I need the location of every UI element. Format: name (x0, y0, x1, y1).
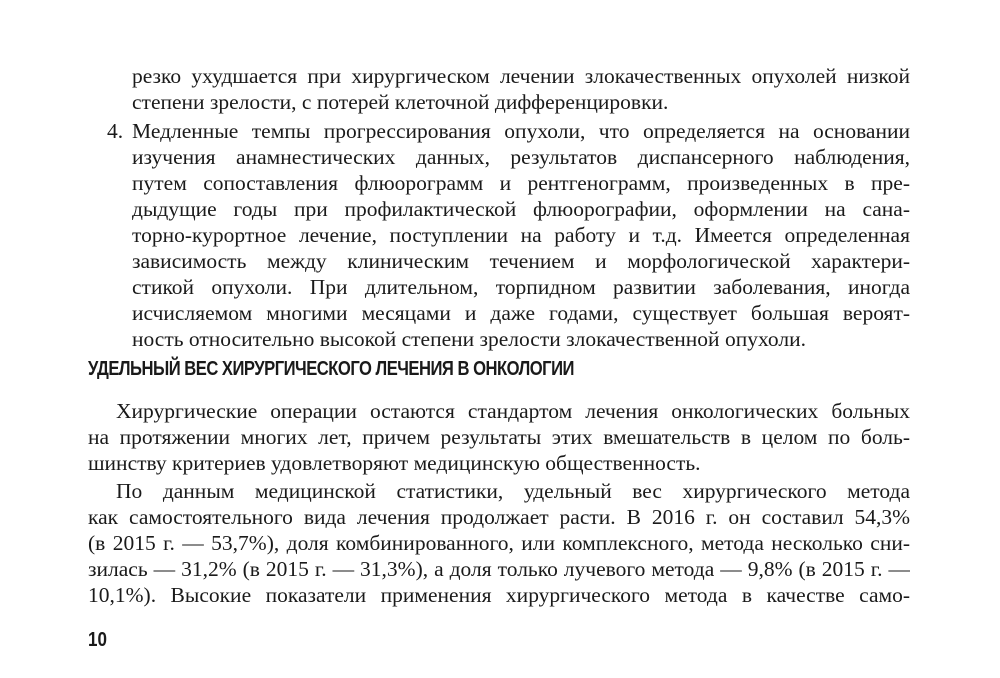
paragraph-1-line: шинству критериев удовлетворяют медицинскую общественность. (88, 451, 701, 475)
list-item-line: путем сопоставления флюорограмм и рентгенограмм, произведенных в пре- (132, 171, 910, 195)
paragraph-1-line: Хирургические операции остаются стандартом лечения онкологических больных (116, 399, 910, 423)
paragraph-2-line: зилась — 31,2% (в 2015 г. — 31,3%), а доля только лучевого метода — 9,8% (в 2015 г. — (88, 557, 910, 581)
section-heading: УДЕЛЬНЫЙ ВЕС ХИРУРГИЧЕСКОГО ЛЕЧЕНИЯ В ОНКОЛОГИИ (88, 358, 574, 380)
list-item-line: ность относительно высокой степени зрелости злокачественной опухоли. (132, 327, 806, 351)
paragraph-2-line: (в 2015 г. — 53,7%), доля комбинированного, или комплексного, метода несколько сни- (88, 531, 910, 555)
list-item-line: стикой опухоли. При длительном, торпидном развитии заболевания, иногда (132, 275, 910, 299)
list-continuation-line-2: степени зрелости, с потерей клеточной дифференцировки. (132, 90, 669, 114)
paragraph-1-line: на протяжении многих лет, причем результаты этих вмешательств в целом по боль- (88, 425, 910, 449)
paragraph-2-line: По данным медицинской статистики, удельный вес хирургического метода (116, 479, 910, 503)
list-item-line: изучения анамнестических данных, результатов диспансерного наблюдения, (132, 145, 910, 169)
list-item-number: 4. (107, 119, 124, 143)
list-item-line: исчисляемом многими месяцами и даже годами, существует большая вероят- (132, 301, 910, 325)
list-item-line: зависимость между клиническим течением и морфологической характери- (132, 249, 910, 273)
paragraph-2-line: 10,1%). Высокие показатели применения хирургического метода в качестве само- (88, 583, 910, 607)
list-item-line: дыдущие годы при профилактической флюорографии, оформлении на сана- (132, 197, 910, 221)
list-item-line: торно-курортное лечение, поступлении на работу и т.д. Имеется определенная (132, 223, 910, 247)
page-number: 10 (88, 629, 107, 651)
list-item-line: Медленные темпы прогрессирования опухоли, что определяется на основании (132, 119, 910, 143)
paragraph-2-line: как самостоятельного вида лечения продолжает расти. В 2016 г. он составил 54,3% (88, 505, 910, 529)
list-continuation-line-1: резко ухудшается при хирургическом лечении злокачественных опухолей низкой (132, 64, 910, 88)
